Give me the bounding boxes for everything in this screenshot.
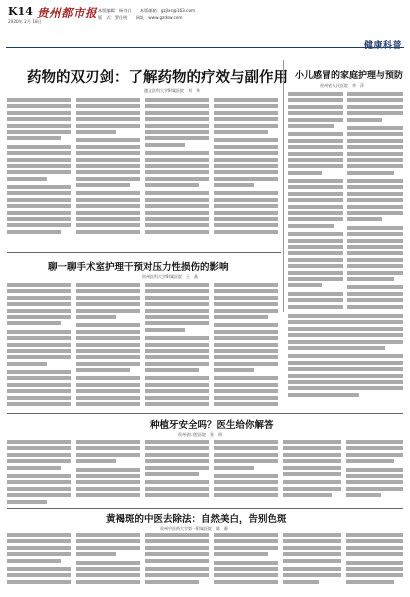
article-2-byline: 贵州省人民医院 李 萍 [320, 83, 364, 88]
page-number: K14 [8, 5, 33, 18]
article-3-title: 聊一聊手术室护理干预对压力性损伤的影响 [48, 262, 229, 273]
section-label: 健康科普 [363, 41, 402, 51]
masthead-info-line-1: 本版编辑：杨书兵 本版邮箱：gzjlxs@163.com [98, 8, 196, 13]
article-3-column-3 [145, 283, 209, 409]
article-4-column-5 [283, 440, 341, 506]
article-1-column-2 [76, 98, 140, 248]
article-5-top-rule [7, 508, 403, 509]
article-5-column-2 [76, 533, 140, 593]
article-3-column-1 [7, 283, 71, 409]
article-4-column-4 [214, 440, 278, 506]
article-5-column-3 [145, 533, 209, 593]
article-2-continuation [288, 314, 403, 410]
article-5-column-5 [283, 533, 341, 593]
article-4-top-rule [7, 413, 403, 414]
publication-date: 2020年 2月 18日 [8, 19, 42, 24]
article-2-title: 小儿感冒的家庭护理与预防 [295, 71, 404, 81]
article-1-column-1 [7, 98, 71, 248]
article-1-title: 药物的双刃剑：了解药物的疗效与副作用 [27, 69, 288, 86]
article-5-byline: 贵州中医药大学第一附属医院 陈 静 [160, 526, 228, 531]
article-2-column-1 [288, 92, 343, 310]
article-1-column-4 [214, 98, 278, 248]
article-4-column-3 [145, 440, 209, 506]
right-column-divider [283, 60, 284, 312]
article-2-column-2 [347, 92, 403, 310]
article-5-column-4 [214, 533, 278, 593]
newspaper-logo: 贵州都市报 [37, 6, 97, 20]
article-5-column-6 [346, 533, 403, 593]
article-5-title: 黄褐斑的中医去除法：自然美白，告别色斑 [106, 514, 287, 525]
article-3-column-4 [214, 283, 278, 409]
article-4-byline: 贵州省口腔医院 张 明 [178, 432, 222, 437]
article-4-column-1 [7, 440, 71, 506]
article-1-byline: 遵义医科大学附属医院 刘 华 [144, 88, 200, 93]
article-4-column-2 [76, 440, 140, 506]
article-4-column-6 [346, 440, 403, 506]
article-3-top-rule [7, 252, 281, 253]
masthead [6, 5, 404, 51]
article-1-column-3 [145, 98, 209, 248]
article-3-column-2 [76, 283, 140, 409]
masthead-divider [6, 47, 404, 48]
article-3-byline: 贵州医科大学附属医院 王 燕 [142, 274, 198, 279]
masthead-info-line-2: 版 式：罗仕明 网址：www.gzdsw.com [98, 15, 183, 20]
article-4-title: 种植牙安全吗？医生给你解答 [150, 420, 274, 431]
article-5-column-1 [7, 533, 71, 593]
